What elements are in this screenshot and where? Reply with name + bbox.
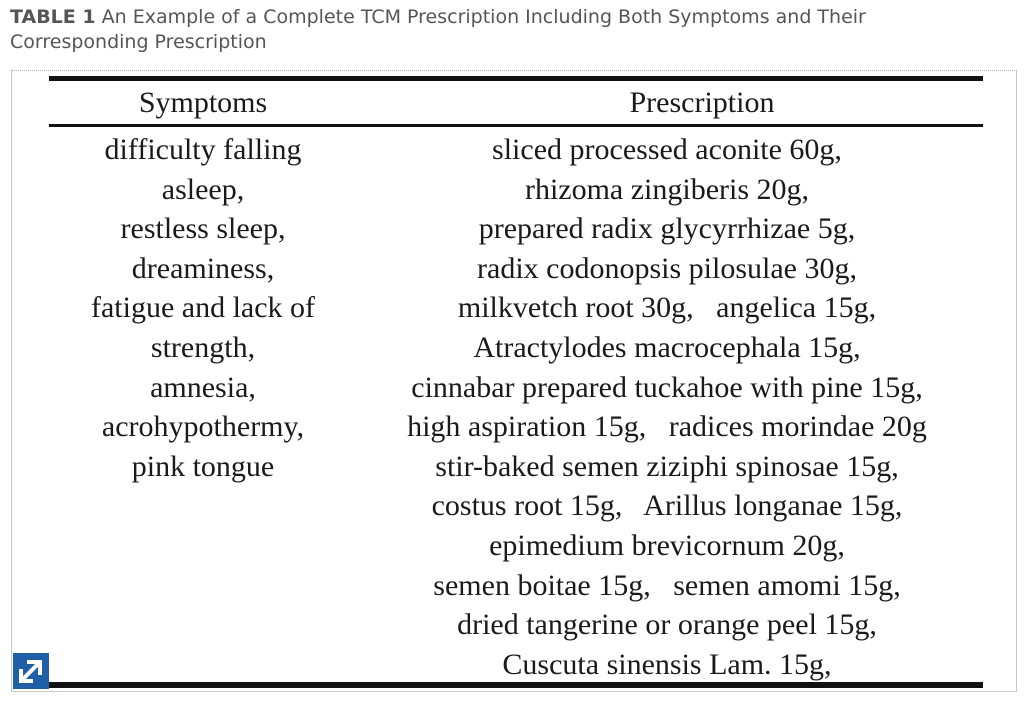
- expand-table-button[interactable]: [13, 653, 49, 689]
- prescription-line: rhizoma zingiberis 20g,: [524, 172, 810, 206]
- table-caption-label: TABLE 1: [10, 6, 96, 28]
- symptom-line: acrohypothermy,: [101, 410, 305, 444]
- prescription-line: cinnabar prepared tuckahoe with pine 15g,: [411, 370, 923, 404]
- prescription-line: high aspiration 15g, radices morindae 20g: [407, 410, 927, 444]
- table-header-rule: [49, 124, 983, 127]
- symptom-line: dreaminess,: [131, 251, 275, 285]
- prescription-column: [372, 130, 962, 684]
- table-top-rule: [49, 76, 983, 81]
- table-caption-text: An Example of a Complete TCM Prescription Including Both Symptoms and Their Corresponding Prescription: [10, 6, 866, 53]
- prescription-line: Atractylodes macrocephala 15g,: [473, 330, 861, 364]
- prescription-line: costus root 15g, Arillus longanae 15g,: [431, 489, 903, 523]
- prescription-line: stir-baked semen ziziphi spinosae 15g,: [435, 449, 899, 483]
- prescription-line: Cuscuta sinensis Lam. 15g,: [502, 647, 832, 681]
- prescription-line: radix codonopsis pilosulae 30g,: [477, 251, 857, 285]
- symptoms-column: [53, 130, 353, 486]
- table-bottom-rule: [49, 682, 983, 688]
- prescription-line: epimedium brevicornum 20g,: [489, 528, 845, 562]
- symptom-line: restless sleep,: [120, 212, 286, 246]
- symptom-line: pink tongue: [131, 449, 275, 483]
- symptom-line: fatigue and lack of: [90, 291, 316, 325]
- table-caption: [10, 5, 1010, 55]
- symptom-line: difficulty falling: [104, 133, 302, 166]
- symptom-line: strength,: [150, 330, 256, 364]
- prescription-line: semen boitae 15g, semen amomi 15g,: [433, 568, 901, 602]
- prescription-line: milkvetch root 30g, angelica 15g,: [457, 291, 877, 325]
- prescription-line: prepared radix glycyrrhizae 5g,: [478, 212, 856, 246]
- symptom-line: amnesia,: [150, 370, 256, 404]
- prescription-line: dried tangerine or orange peel 15g,: [457, 608, 877, 642]
- symptoms-header: Symptoms: [138, 86, 268, 119]
- prescription-line: sliced processed aconite 60g,: [492, 133, 842, 166]
- symptom-line: asleep,: [161, 172, 245, 206]
- expand-arrow-icon: [13, 653, 49, 689]
- prescription-header: Prescription: [629, 86, 775, 119]
